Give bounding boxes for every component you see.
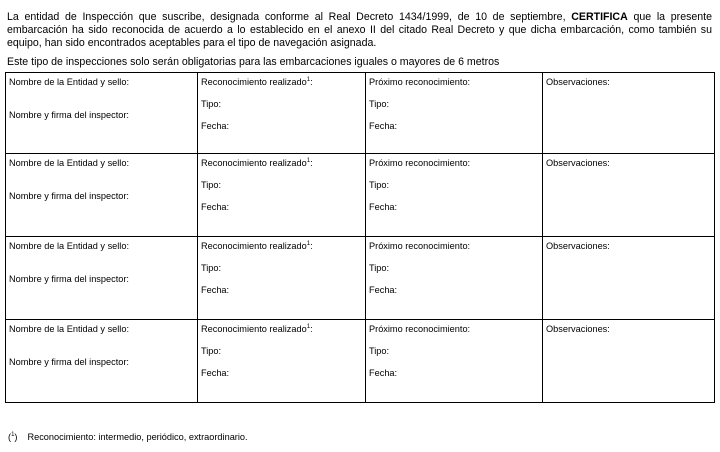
survey-done-label: Reconocimiento realizado$^1$: xyxy=(201,157,313,168)
type-label: Tipo: xyxy=(201,346,222,356)
survey-done-label: Reconocimiento realizado$^1$: xyxy=(201,323,313,334)
survey-done-cell[interactable] xyxy=(198,320,366,403)
inspection-row xyxy=(6,237,715,320)
inspection-row xyxy=(6,320,715,403)
entity-cell[interactable] xyxy=(6,237,198,320)
entity-cell[interactable] xyxy=(6,154,198,237)
next-survey-cell[interactable] xyxy=(366,237,543,320)
type-label: Tipo: xyxy=(369,263,390,273)
survey-done-label: Reconocimiento realizado$^1$: xyxy=(201,76,313,87)
next-survey-cell[interactable] xyxy=(366,320,543,403)
date-label: Fecha: xyxy=(201,368,230,378)
type-label: Tipo: xyxy=(201,263,222,273)
observations-cell[interactable] xyxy=(543,154,715,237)
footnote-ref: 1 xyxy=(306,76,311,83)
next-survey-label: Próximo reconocimiento: xyxy=(369,241,471,251)
date-label: Fecha: xyxy=(201,202,230,212)
next-survey-cell[interactable] xyxy=(366,73,543,154)
type-label: Tipo: xyxy=(369,180,390,190)
entity-label: Nombre de la Entidad y sello: xyxy=(9,158,130,168)
date-label: Fecha: xyxy=(369,202,398,212)
entity-label: Nombre de la Entidad y sello: xyxy=(9,324,130,334)
certification-text-start: La entidad de Inspección que suscribe, designada conforme al Real Decreto 1434/1999, de 10 de septiembre, xyxy=(7,11,572,23)
inspector-label: Nombre y firma del inspector: xyxy=(9,110,129,120)
next-survey-label: Próximo reconocimiento: xyxy=(369,324,471,334)
certifica-keyword: CERTIFICA xyxy=(571,11,628,23)
observations-label: Observaciones: xyxy=(546,158,610,168)
date-label: Fecha: xyxy=(201,285,230,295)
survey-done-cell[interactable] xyxy=(198,154,366,237)
entity-label: Nombre de la Entidad y sello: xyxy=(9,241,130,251)
footnote xyxy=(8,430,248,443)
inspector-label: Nombre y firma del inspector: xyxy=(9,274,129,284)
certification-statement xyxy=(7,11,712,50)
footnote-text: Reconocimiento: intermedio, periódico, extraordinario. xyxy=(27,432,248,443)
survey-done-cell[interactable] xyxy=(198,73,366,154)
observations-label: Observaciones: xyxy=(546,77,610,87)
next-survey-label: Próximo reconocimiento: xyxy=(369,77,471,87)
inspection-row xyxy=(6,73,715,154)
certification-text-end: que la presente embarcación ha sido reconocida de acuerdo a lo establecido en el anexo II del citado Real Decreto y que dicha embarcación, como también su equipo, han sido encontrados aceptables para el tipo de navegación asignada. xyxy=(7,11,712,49)
observations-label: Observaciones: xyxy=(546,241,610,251)
type-label: Tipo: xyxy=(201,180,222,190)
observations-cell[interactable] xyxy=(543,73,715,154)
inspector-label: Nombre y firma del inspector: xyxy=(9,191,129,201)
type-label: Tipo: xyxy=(369,99,390,109)
footnote-marker: ($^1$) xyxy=(8,432,18,443)
inspection-record-table xyxy=(5,72,715,403)
entity-label: Nombre de la Entidad y sello: xyxy=(9,77,130,87)
date-label: Fecha: xyxy=(369,285,398,295)
footnote-ref: 1 xyxy=(306,323,311,330)
footnote-ref: 1 xyxy=(306,240,311,247)
date-label: Fecha: xyxy=(369,368,398,378)
type-label: Tipo: xyxy=(369,346,390,356)
observations-cell[interactable] xyxy=(543,237,715,320)
next-survey-label: Próximo reconocimiento: xyxy=(369,158,471,168)
survey-done-cell[interactable] xyxy=(198,237,366,320)
observations-cell[interactable] xyxy=(543,320,715,403)
date-label: Fecha: xyxy=(369,121,398,131)
footnote-ref: 1 xyxy=(306,157,311,164)
survey-done-label: Reconocimiento realizado$^1$: xyxy=(201,240,313,251)
date-label: Fecha: xyxy=(201,121,230,131)
next-survey-cell[interactable] xyxy=(366,154,543,237)
type-label: Tipo: xyxy=(201,99,222,109)
inspection-row xyxy=(6,154,715,237)
entity-cell[interactable] xyxy=(6,73,198,154)
observations-label: Observaciones: xyxy=(546,324,610,334)
inspection-requirement-note: Este tipo de inspecciones solo serán obligatorias para las embarcaciones iguales o mayores de 6 metros xyxy=(7,56,500,68)
inspector-label: Nombre y firma del inspector: xyxy=(9,357,129,367)
entity-cell[interactable] xyxy=(6,320,198,403)
